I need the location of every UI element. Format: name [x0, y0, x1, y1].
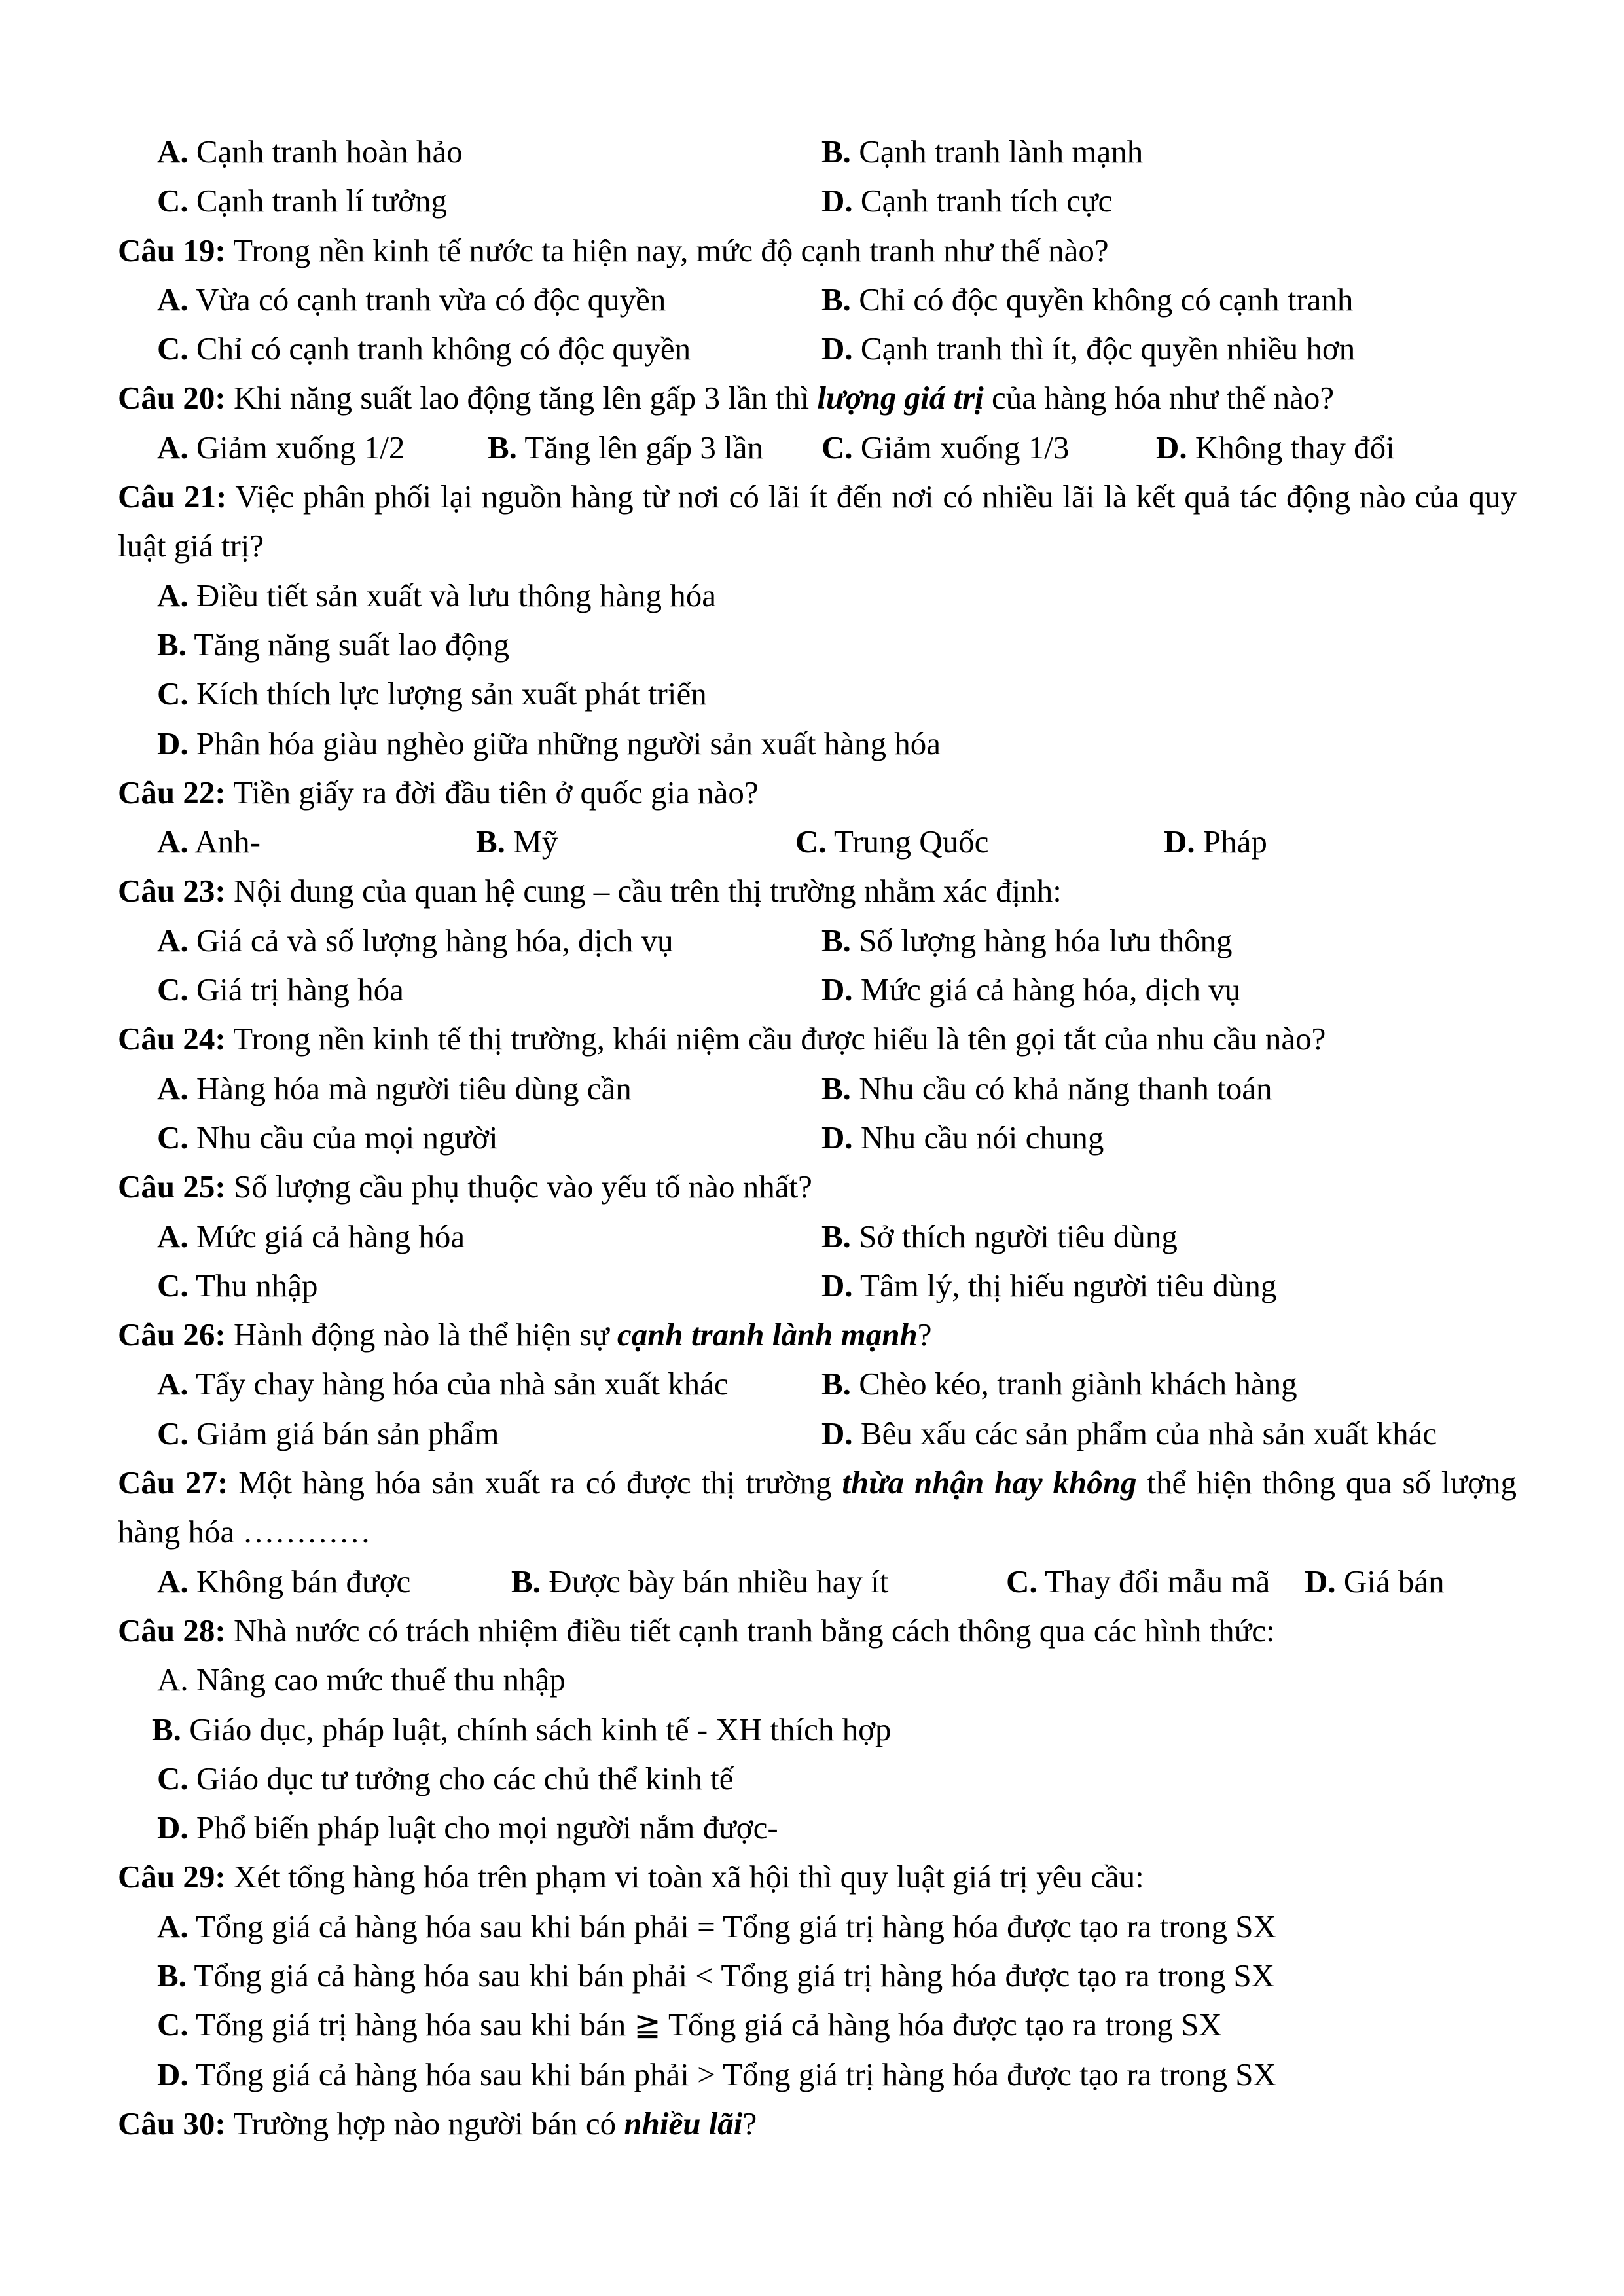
option-key: A. — [157, 824, 189, 860]
option-row — [118, 2050, 1517, 2099]
option-text: Nhu cầu của mọi người — [196, 1119, 498, 1156]
option-text: Tâm lý, thị hiếu người tiêu dùng — [860, 1267, 1277, 1303]
option-text: Nhu cầu có khả năng thanh toán — [859, 1070, 1272, 1106]
answer-option — [157, 1902, 1276, 1951]
exam-page — [118, 127, 1517, 2148]
option-key: C. — [157, 1267, 189, 1303]
option-text: Điều tiết sản xuất và lưu thông hàng hóa — [196, 577, 716, 613]
answer-option — [511, 1557, 888, 1606]
question-number: Câu 28: — [118, 1612, 226, 1649]
option-text: Anh- — [194, 824, 261, 860]
option-text: Cạnh tranh hoàn hảo — [196, 134, 463, 170]
option-key: B. — [152, 1711, 181, 1747]
answer-option — [157, 1803, 778, 1852]
option-row — [118, 1754, 1517, 1803]
option-row — [118, 620, 1517, 669]
option-text: Số lượng hàng hóa lưu thông — [859, 922, 1233, 958]
question-text: Nội dung của quan hệ cung – cầu trên thị trường nhằm xác định: — [225, 873, 1062, 909]
option-row — [118, 176, 1517, 225]
answer-option — [821, 176, 1112, 225]
question-number: Câu 27: — [118, 1465, 228, 1501]
question-text: Một hàng hóa sản xuất ra có được thị trường — [228, 1465, 842, 1501]
option-key: C. — [157, 183, 189, 219]
option-key: C. — [157, 1415, 189, 1451]
question-text: Trong nền kinh tế thị trường, khái niệm cầu được hiểu là tên gọi tắt của nhu cầu nào? — [225, 1021, 1326, 1057]
answer-option — [157, 1359, 729, 1408]
option-key: A. — [157, 429, 189, 465]
option-key: A. — [157, 1070, 189, 1106]
option-text: Giáo dục tư tưởng cho các chủ thể kinh tế — [196, 1760, 734, 1796]
question-number: Câu 19: — [118, 232, 226, 268]
question-stem — [118, 472, 1517, 571]
option-key: D. — [157, 2056, 189, 2092]
emphasis-text: lượng giá trị — [817, 380, 984, 416]
option-key: C. — [157, 331, 189, 367]
option-row — [118, 1557, 1517, 1606]
question-text: Khi năng suất lao động tăng lên gấp 3 lần thì — [225, 380, 818, 416]
option-text: Mức giá cả hàng hóa — [196, 1218, 465, 1254]
question-stem — [118, 1014, 1517, 1063]
answer-option — [157, 2000, 1222, 2049]
question-text: Hành động nào là thể hiện sự — [225, 1317, 617, 1353]
option-key: B. — [488, 429, 517, 465]
option-row — [118, 1409, 1517, 1458]
answer-option — [821, 324, 1355, 373]
option-row — [118, 1261, 1517, 1310]
question-text: Số lượng cầu phụ thuộc vào yếu tố nào nhất? — [225, 1169, 812, 1205]
emphasis-text: thừa nhận hay không — [842, 1465, 1137, 1501]
option-text: Tổng giá cả hàng hóa sau khi bán phải = Tổng giá trị hàng hóa được tạo ra trong SX — [196, 1908, 1276, 1944]
option-key: C. — [821, 429, 853, 465]
option-text: Tổng giá trị hàng hóa sau khi bán ≧ Tổng giá cả hàng hóa được tạo ra trong SX — [196, 2007, 1222, 2043]
answer-option — [1305, 1557, 1445, 1606]
answer-option — [157, 1113, 498, 1162]
question-number: Câu 21: — [118, 479, 227, 515]
option-key: C. — [795, 824, 827, 860]
option-key: C. — [157, 676, 189, 712]
option-row — [118, 2000, 1517, 2049]
option-key: B. — [476, 824, 505, 860]
option-key: B. — [821, 1070, 851, 1106]
answer-option — [821, 1113, 1104, 1162]
option-text: Không thay đổi — [1195, 429, 1395, 465]
question-stem — [118, 2099, 1517, 2148]
answer-option — [821, 423, 1069, 472]
option-row — [118, 719, 1517, 768]
option-key: D. — [1156, 429, 1187, 465]
answer-option — [821, 1409, 1437, 1458]
answer-option — [157, 1557, 410, 1606]
option-row — [118, 1705, 1517, 1754]
answer-option — [821, 275, 1353, 324]
option-text: Thay đổi mẫu mã — [1045, 1563, 1271, 1599]
option-key: D. — [821, 1415, 853, 1451]
answer-option — [157, 1212, 465, 1261]
option-key: A. — [157, 1662, 189, 1698]
emphasis-text: cạnh tranh lành mạnh — [617, 1317, 918, 1353]
question-text: Trong nền kinh tế nước ta hiện nay, mức độ cạnh tranh như thế nào? — [225, 232, 1109, 268]
question-stem — [118, 226, 1517, 275]
question-stem — [118, 866, 1517, 915]
option-text: Thu nhập — [196, 1267, 318, 1303]
answer-option — [1006, 1557, 1270, 1606]
option-key: C. — [157, 2007, 189, 2043]
option-text: Tăng năng suất lao động — [194, 626, 510, 663]
option-text: Giá trị hàng hóa — [196, 972, 404, 1008]
answer-option — [157, 1261, 317, 1310]
answer-option — [157, 1951, 1274, 2000]
question-stem — [118, 1606, 1517, 1655]
question-text: Tiền giấy ra đời đầu tiên ở quốc gia nào? — [225, 774, 759, 811]
option-row — [118, 324, 1517, 373]
option-key: A. — [157, 1218, 189, 1254]
option-row — [118, 1902, 1517, 1951]
option-key: D. — [157, 725, 189, 761]
option-key: A. — [157, 1366, 189, 1402]
option-text: Chỉ có độc quyền không có cạnh tranh — [859, 281, 1354, 318]
option-text: Giá bán — [1343, 1563, 1445, 1599]
question-text: Nhà nước có trách nhiệm điều tiết cạnh tranh bằng cách thông qua các hình thức: — [225, 1612, 1275, 1649]
option-row — [118, 669, 1517, 718]
option-text: Mỹ — [513, 824, 558, 860]
option-key: C. — [157, 972, 189, 1008]
option-text: Phân hóa giàu nghèo giữa những người sản xuất hàng hóa — [196, 725, 941, 761]
question-text: ? — [742, 2105, 757, 2141]
answer-option — [157, 1409, 499, 1458]
option-text: Vừa có cạnh tranh vừa có độc quyền — [196, 281, 666, 318]
option-key: D. — [821, 972, 853, 1008]
answer-option — [821, 1359, 1297, 1408]
option-key: A. — [157, 1563, 189, 1599]
option-row — [118, 1951, 1517, 2000]
option-text: Cạnh tranh lí tưởng — [196, 183, 448, 219]
option-row — [118, 817, 1517, 866]
option-row — [118, 1212, 1517, 1261]
answer-option — [157, 1655, 566, 1704]
option-key: B. — [821, 1366, 851, 1402]
option-row — [118, 571, 1517, 620]
option-row — [118, 965, 1517, 1014]
option-key: D. — [821, 331, 853, 367]
answer-option — [157, 275, 666, 324]
option-text: Nhu cầu nói chung — [860, 1119, 1104, 1156]
option-text: Giảm giá bán sản phẩm — [196, 1415, 499, 1451]
answer-option — [488, 423, 763, 472]
option-text: Cạnh tranh lành mạnh — [859, 134, 1144, 170]
question-number: Câu 20: — [118, 380, 226, 416]
option-key: B. — [157, 1957, 187, 1994]
option-text: Tổng giá cả hàng hóa sau khi bán phải > Tổng giá trị hàng hóa được tạo ra trong SX — [196, 2056, 1276, 2092]
answer-option — [157, 324, 691, 373]
answer-option — [821, 1064, 1272, 1113]
answer-option — [476, 817, 558, 866]
answer-option — [157, 817, 261, 866]
option-row — [118, 1113, 1517, 1162]
option-text: Chèo kéo, tranh giành khách hàng — [859, 1366, 1297, 1402]
question-stem — [118, 1310, 1517, 1359]
answer-option — [157, 127, 463, 176]
question-number: Câu 30: — [118, 2105, 226, 2141]
answer-option — [157, 719, 941, 768]
option-key: B. — [821, 1218, 851, 1254]
option-key: D. — [821, 183, 853, 219]
option-text: Sở thích người tiêu dùng — [859, 1218, 1178, 1254]
answer-option — [795, 817, 988, 866]
option-text: Tăng lên gấp 3 lần — [524, 429, 763, 465]
option-row — [118, 127, 1517, 176]
option-text: Giáo dục, pháp luật, chính sách kinh tế - XH thích hợp — [189, 1711, 892, 1747]
option-text: Giảm xuống 1/2 — [196, 429, 405, 465]
option-key: B. — [821, 281, 851, 318]
option-text: Pháp — [1202, 824, 1267, 860]
question-stem — [118, 373, 1517, 422]
option-row — [118, 1064, 1517, 1113]
question-text: của hàng hóa như thế nào? — [983, 380, 1335, 416]
answer-option — [157, 916, 674, 965]
option-key: C. — [1006, 1563, 1038, 1599]
option-row — [118, 916, 1517, 965]
option-key: B. — [157, 626, 187, 663]
option-key: A. — [157, 577, 189, 613]
option-text: Phổ biến pháp luật cho mọi người nắm được- — [196, 1810, 778, 1846]
question-text: thể hiện thông qua số lượng hàng hóa ………… — [118, 1465, 1517, 1550]
option-key: B. — [821, 134, 851, 170]
answer-option — [1164, 817, 1267, 866]
option-key: A. — [157, 281, 189, 318]
answer-option — [157, 669, 707, 718]
answer-option — [157, 1064, 632, 1113]
answer-option — [821, 127, 1143, 176]
option-key: B. — [821, 922, 851, 958]
question-stem — [118, 1162, 1517, 1211]
answer-option — [1156, 423, 1395, 472]
option-text: Mức giá cả hàng hóa, dịch vụ — [860, 972, 1241, 1008]
answer-option — [821, 965, 1240, 1014]
option-text: Chỉ có cạnh tranh không có độc quyền — [196, 331, 691, 367]
question-number: Câu 24: — [118, 1021, 226, 1057]
option-text: Cạnh tranh tích cực — [860, 183, 1113, 219]
option-key: A. — [157, 134, 189, 170]
option-key: A. — [157, 922, 189, 958]
option-text: Bêu xấu các sản phẩm của nhà sản xuất khác — [860, 1415, 1437, 1451]
option-text: Cạnh tranh thì ít, độc quyền nhiều hơn — [860, 331, 1356, 367]
option-row — [118, 1803, 1517, 1852]
option-key: D. — [821, 1267, 853, 1303]
question-text: ? — [917, 1317, 932, 1353]
option-text: Nâng cao mức thuế thu nhập — [196, 1662, 566, 1698]
option-key: D. — [1305, 1563, 1336, 1599]
option-row — [118, 1655, 1517, 1704]
option-key: C. — [157, 1119, 189, 1156]
answer-option — [157, 423, 405, 472]
answer-option — [152, 1705, 892, 1754]
question-text: Trường hợp nào người bán có — [225, 2105, 624, 2141]
question-stem — [118, 768, 1517, 817]
option-key: D. — [157, 1810, 189, 1846]
question-number: Câu 25: — [118, 1169, 226, 1205]
option-text: Giảm xuống 1/3 — [860, 429, 1070, 465]
answer-option — [157, 965, 404, 1014]
option-text: Kích thích lực lượng sản xuất phát triển — [196, 676, 707, 712]
emphasis-text: nhiều lãi — [624, 2105, 743, 2141]
answer-option — [157, 571, 716, 620]
option-text: Tẩy chay hàng hóa của nhà sản xuất khác — [196, 1366, 729, 1402]
question-number: Câu 26: — [118, 1317, 226, 1353]
option-key: D. — [821, 1119, 853, 1156]
option-key: A. — [157, 1908, 189, 1944]
question-stem — [118, 1458, 1517, 1557]
question-text: Việc phân phối lại nguồn hàng từ nơi có lãi ít đến nơi có nhiều lãi là kết quả tác động nào của quy luật giá trị? — [118, 479, 1517, 564]
option-text: Không bán được — [196, 1563, 411, 1599]
answer-option — [821, 1261, 1276, 1310]
option-text: Hàng hóa mà người tiêu dùng cần — [196, 1070, 632, 1106]
question-number: Câu 22: — [118, 774, 226, 811]
option-key: B. — [511, 1563, 541, 1599]
answer-option — [821, 916, 1233, 965]
option-row — [118, 275, 1517, 324]
option-text: Tổng giá cả hàng hóa sau khi bán phải < Tổng giá trị hàng hóa được tạo ra trong SX — [194, 1957, 1275, 1994]
option-text: Được bày bán nhiều hay ít — [549, 1563, 889, 1599]
question-stem — [118, 1852, 1517, 1901]
question-text: Xét tổng hàng hóa trên phạm vi toàn xã hội thì quy luật giá trị yêu cầu: — [225, 1859, 1144, 1895]
answer-option — [157, 2050, 1276, 2099]
question-number: Câu 29: — [118, 1859, 226, 1895]
option-text: Trung Quốc — [834, 824, 989, 860]
answer-option — [157, 1754, 733, 1803]
answer-option — [821, 1212, 1178, 1261]
option-key: D. — [1164, 824, 1195, 860]
option-row — [118, 423, 1517, 472]
option-text: Giá cả và số lượng hàng hóa, dịch vụ — [196, 922, 674, 958]
question-number: Câu 23: — [118, 873, 226, 909]
answer-option — [157, 620, 509, 669]
option-key: C. — [157, 1760, 189, 1796]
option-row — [118, 1359, 1517, 1408]
answer-option — [157, 176, 447, 225]
